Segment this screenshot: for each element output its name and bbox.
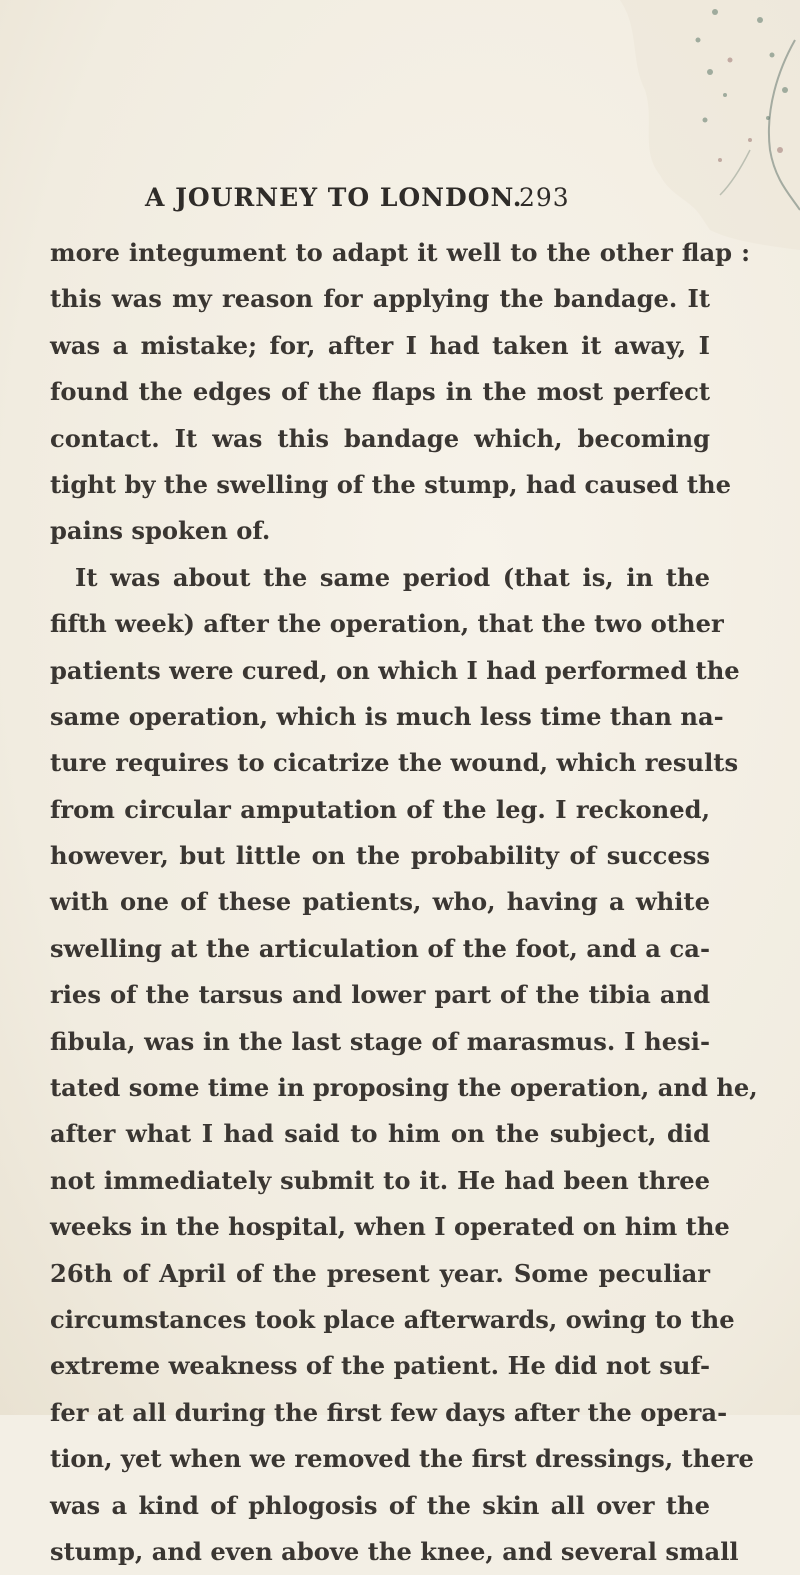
text-line: patients were cured, on which I had performed the xyxy=(50,655,740,685)
text-line: circumstances took place afterwards, owing to the xyxy=(50,1304,735,1334)
text-line: pains spoken of. xyxy=(50,516,271,546)
running-title: A JOURNEY TO LONDON. xyxy=(145,183,523,212)
body-text xyxy=(50,230,758,1575)
text-line: It was about the same period (that is, in the xyxy=(75,562,710,592)
text-line: fer at all during the first few days after the opera- xyxy=(50,1397,728,1427)
text-line: fifth week) after the operation, that the two other xyxy=(50,609,724,639)
text-line: was a kind of phlogosis of the skin all over the xyxy=(50,1490,710,1520)
text-line: contact. It was this bandage which, becoming xyxy=(50,423,710,453)
text-line: swelling at the articulation of the foot, and a ca- xyxy=(50,933,710,963)
text-line: stump, and even above the knee, and several small xyxy=(50,1536,739,1566)
text-line: tight by the swelling of the stump, had caused the xyxy=(50,469,732,499)
text-line: ries of the tarsus and lower part of the tibia and xyxy=(50,980,710,1010)
text-line: this was my reason for applying the bandage. It xyxy=(50,284,710,314)
text-line: found the edges of the flaps in the most perfect xyxy=(50,377,710,407)
text-line: tated some time in proposing the operation, and he, xyxy=(50,1073,758,1103)
ink-stain-decoration xyxy=(600,0,800,260)
text-line: more integument to adapt it well to the other flap : xyxy=(50,238,750,267)
text-line: 26th of April of the present year. Some peculiar xyxy=(50,1258,710,1288)
text-line: ture requires to cicatrize the wound, which results xyxy=(50,748,739,778)
text-line: extreme weakness of the patient. He did not suf- xyxy=(50,1351,710,1381)
text-line: with one of these patients, who, having a white xyxy=(50,887,710,917)
text-line: same operation, which is much less time than na- xyxy=(50,701,724,731)
text-line: fibula, was in the last stage of marasmus. I hesi- xyxy=(50,1026,710,1056)
text-line: not immediately submit to it. He had been three xyxy=(50,1165,710,1195)
text-line: tion, yet when we removed the first dressings, there xyxy=(50,1444,754,1474)
text-line: weeks in the hospital, when I operated on him the xyxy=(50,1212,730,1242)
text-line: was a mistake; for, after I had taken it away, I xyxy=(50,330,710,360)
page-number: 293 xyxy=(519,183,570,212)
running-header xyxy=(145,183,570,223)
text-line: from circular amputation of the leg. I reckoned, xyxy=(50,794,710,824)
text-line: after what I had said to him on the subject, did xyxy=(50,1119,710,1149)
text-line: however, but little on the probability of success xyxy=(50,841,710,871)
